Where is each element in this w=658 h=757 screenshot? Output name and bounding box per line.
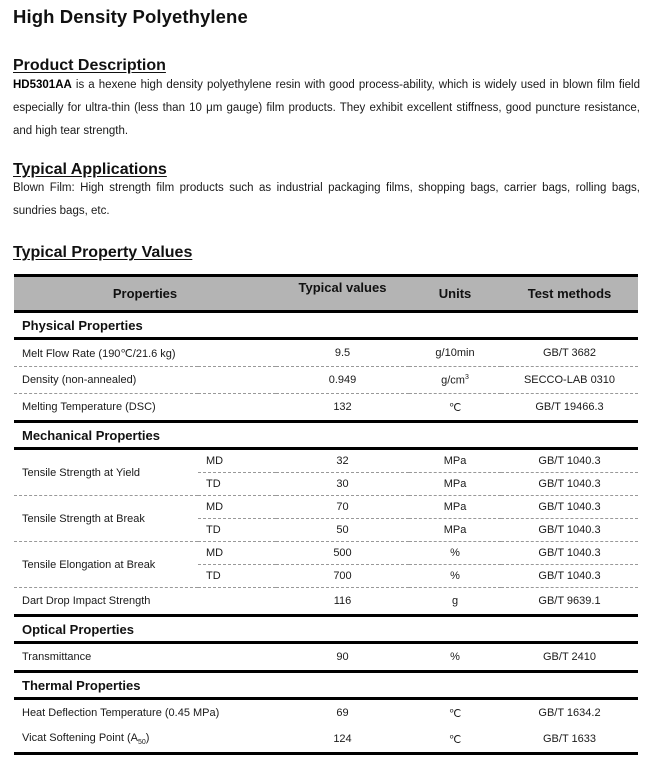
property-unit: MPa <box>409 473 501 496</box>
product-description-text <box>13 74 640 143</box>
table-header-row <box>14 276 638 312</box>
property-test-method: GB/T 1040.3 <box>501 565 638 588</box>
property-unit <box>409 367 501 394</box>
direction-label: TD <box>198 519 276 542</box>
property-value: 30 <box>276 473 409 496</box>
property-value: 69 <box>336 707 349 719</box>
header-units: Units <box>409 276 501 312</box>
typical-property-values-heading: Typical Property Values <box>13 244 193 261</box>
group-row-optical <box>14 616 638 643</box>
property-test-method: GB/T 1040.3 <box>501 496 638 519</box>
table-row <box>14 339 638 367</box>
table-row <box>14 367 638 394</box>
typical-applications-heading: Typical Applications <box>13 161 167 178</box>
property-value: 70 <box>276 496 409 519</box>
group-row-thermal <box>14 672 638 699</box>
property-value: 116 <box>276 588 409 616</box>
property-test-method: GB/T 1040.3 <box>501 449 638 473</box>
table-row <box>14 394 638 422</box>
property-test-method: GB/T 1633 <box>501 726 638 754</box>
group-label: Mechanical Properties <box>14 422 638 449</box>
table-row <box>14 726 638 754</box>
property-name-base: Vicat Softening Point (A <box>22 731 138 744</box>
property-value: 50 <box>276 519 409 542</box>
group-label: Optical Properties <box>14 616 638 643</box>
property-test-method: GB/T 1040.3 <box>501 473 638 496</box>
table-row <box>14 643 638 672</box>
property-unit: % <box>409 565 501 588</box>
group-row-mechanical <box>14 422 638 449</box>
document-title: High Density Polyethylene <box>13 6 248 27</box>
unit-superscript: 3 <box>464 373 469 381</box>
property-name: Density (non-annealed) <box>14 367 276 394</box>
property-unit: g <box>409 588 501 616</box>
product-description-heading: Product Description <box>13 57 166 74</box>
property-test-method: GB/T 2410 <box>501 643 638 672</box>
direction-label: MD <box>198 496 276 519</box>
property-unit: MPa <box>409 449 501 473</box>
property-name: Dart Drop Impact Strength <box>14 588 276 616</box>
property-value: 32 <box>276 449 409 473</box>
property-name <box>14 726 276 754</box>
property-value: 500 <box>276 542 409 565</box>
property-name: Melting Temperature (DSC) <box>14 394 276 422</box>
property-value: 700 <box>276 565 409 588</box>
header-properties: Properties <box>14 276 276 312</box>
property-table <box>14 274 638 755</box>
property-unit: % <box>409 643 501 672</box>
property-name-subscript: 50 <box>137 739 146 747</box>
property-test-method: GB/T 19466.3 <box>501 394 638 422</box>
direction-label: TD <box>198 473 276 496</box>
property-value: 90 <box>276 643 409 672</box>
group-label: Physical Properties <box>14 312 638 339</box>
property-value: 124 <box>276 726 409 754</box>
header-typical-values: Typical values <box>276 276 409 312</box>
property-name: Tensile Elongation at Break <box>14 542 198 588</box>
property-name: Transmittance <box>14 643 276 672</box>
property-test-method: GB/T 1040.3 <box>501 519 638 542</box>
property-unit: % <box>409 542 501 565</box>
property-value: 9.5 <box>276 339 409 367</box>
table-row <box>14 542 638 565</box>
property-unit: MPa <box>409 496 501 519</box>
product-code: HD5301AA <box>13 79 72 91</box>
direction-label: TD <box>198 565 276 588</box>
property-name: Heat Deflection Temperature (0.45 MPa) <box>22 707 220 719</box>
property-test-method: GB/T 1634.2 <box>538 707 601 719</box>
direction-label: MD <box>198 449 276 473</box>
property-test-method: GB/T 9639.1 <box>501 588 638 616</box>
table-row <box>14 588 638 616</box>
property-test-method: GB/T 1040.3 <box>501 542 638 565</box>
property-unit: ℃ <box>409 726 501 754</box>
property-unit: g/10min <box>409 339 501 367</box>
table-row <box>14 699 638 727</box>
table-row <box>14 449 638 473</box>
typical-applications-text: Blown Film: High strength film products such as industrial packaging films, shopping bags, carrier bags, rolling bags, sundries bags, etc. <box>13 182 640 217</box>
property-value: 0.949 <box>276 367 409 394</box>
property-name: Melt Flow Rate (190℃/21.6 kg) <box>14 339 276 367</box>
property-test-method: SECCO-LAB 0310 <box>501 367 638 394</box>
property-unit: MPa <box>409 519 501 542</box>
header-test-methods: Test methods <box>501 276 638 312</box>
direction-label: MD <box>198 542 276 565</box>
group-row-physical <box>14 312 638 339</box>
property-unit: ℃ <box>409 394 501 422</box>
property-test-method: GB/T 3682 <box>501 339 638 367</box>
product-description-body: is a hexene high density polyethylene resin with good process-ability, which is widely used in blown film field especially for ultra-thin (less than 10 μm gauge) film products. They exhibit excellent stiffness, good puncture resistance, and high tear strength. <box>13 79 640 137</box>
property-name: Tensile Strength at Break <box>14 496 198 542</box>
unit-base: g/cm <box>441 374 465 387</box>
property-name-end: ) <box>145 731 150 744</box>
property-unit: ℃ <box>448 707 462 720</box>
table-row <box>14 496 638 519</box>
property-name: Tensile Strength at Yield <box>14 449 198 496</box>
group-label: Thermal Properties <box>14 672 638 699</box>
property-value: 132 <box>276 394 409 422</box>
